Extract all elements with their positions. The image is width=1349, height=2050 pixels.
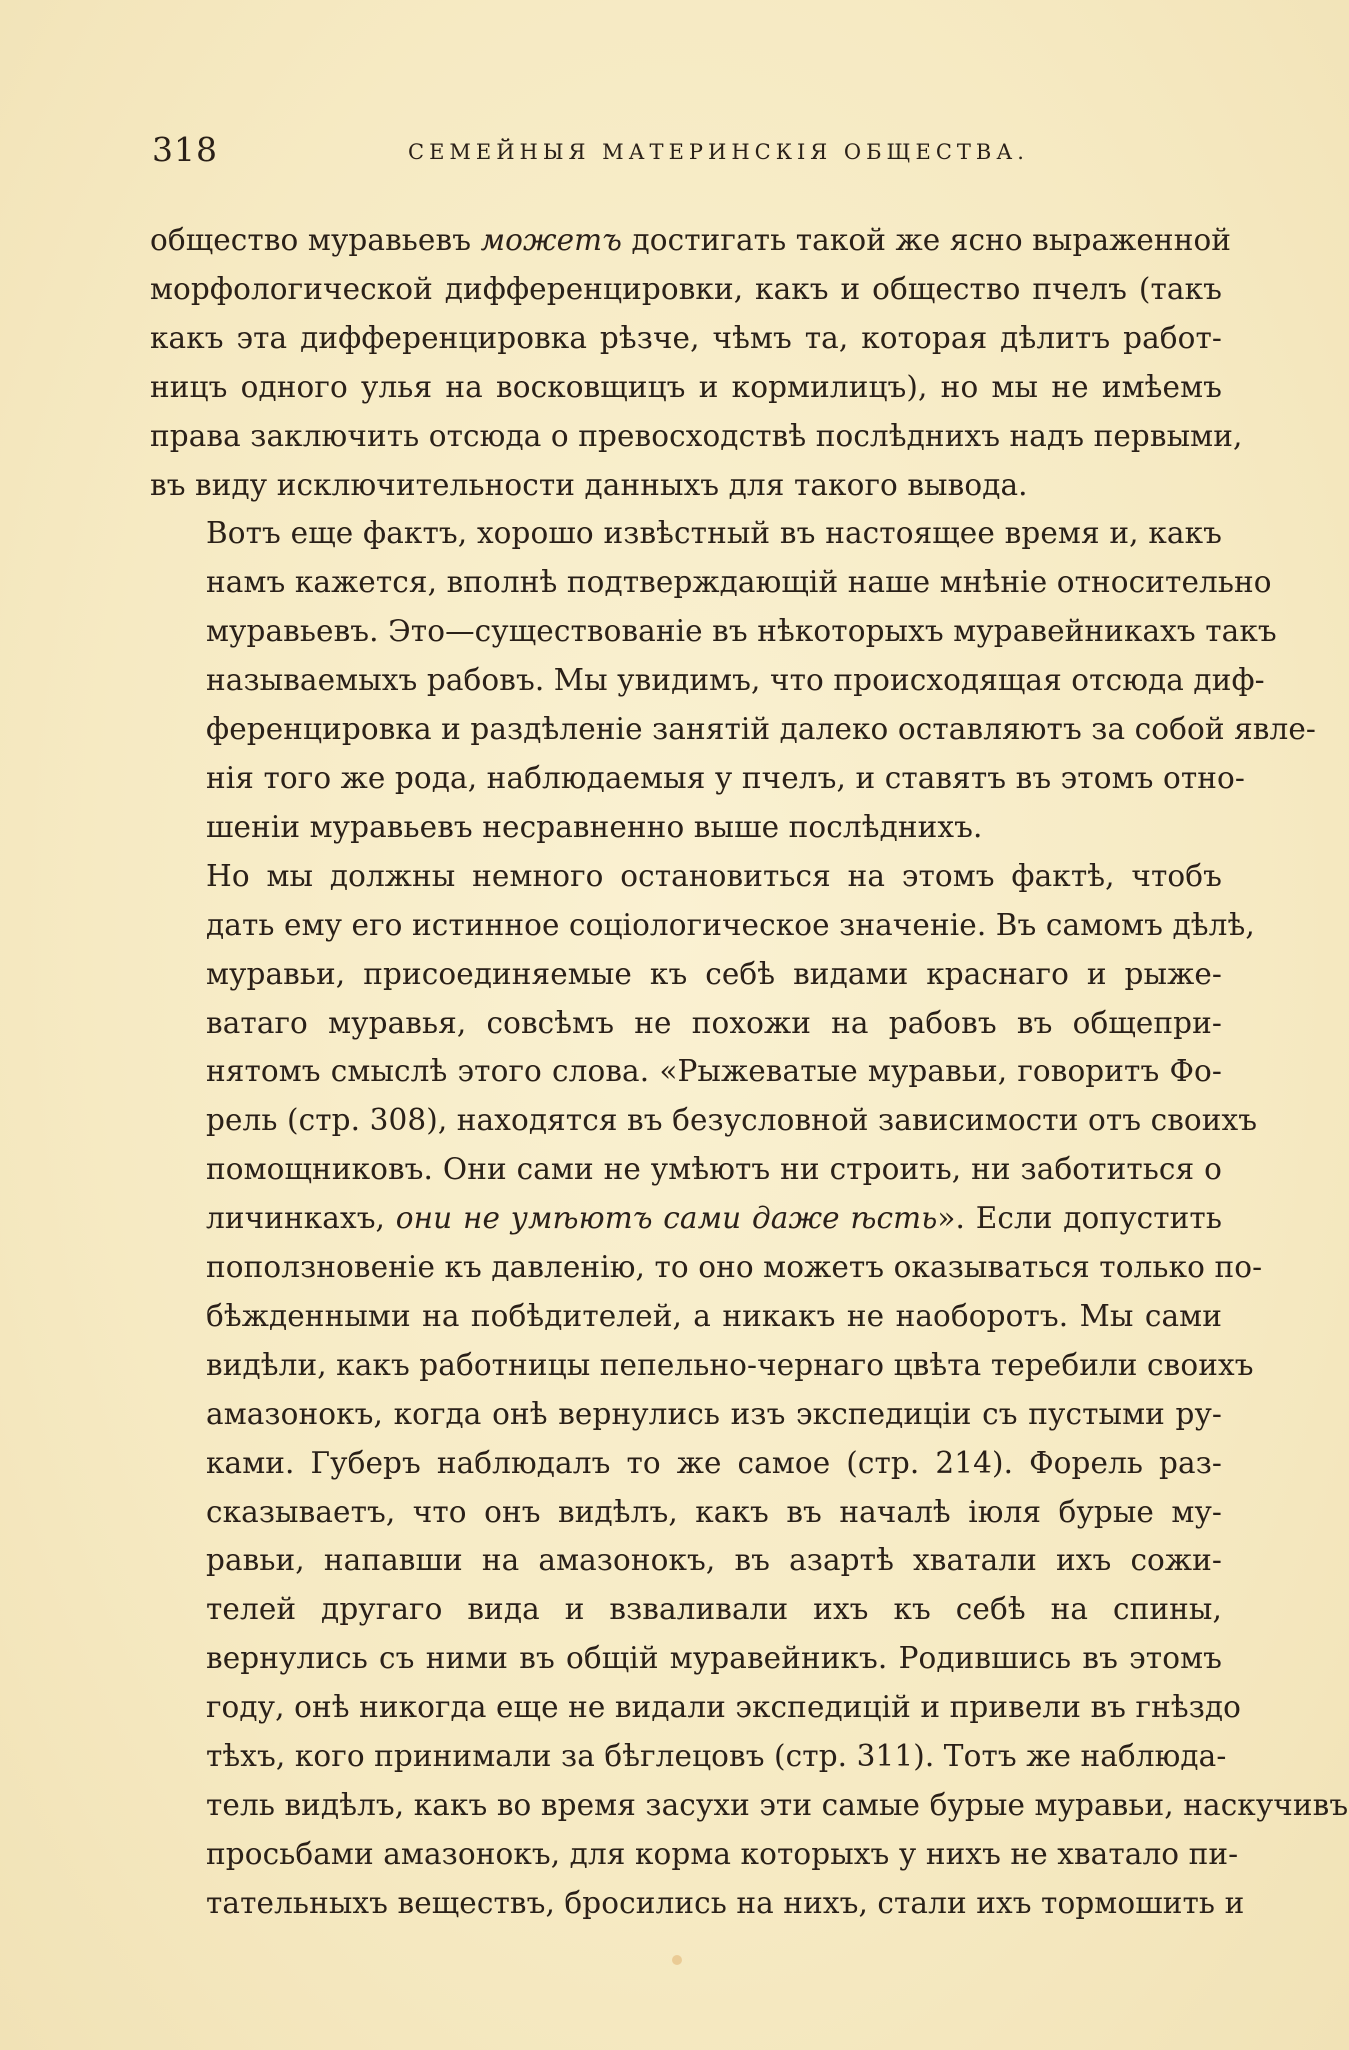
text-line xyxy=(150,852,1222,901)
text-run: тель видѣлъ, какъ во время засухи эти самые бурые муравьи, наскучивъ xyxy=(206,1788,1349,1822)
text-run: просьбами амазонокъ, для корма которыхъ у нихъ не хватало пи- xyxy=(206,1836,1239,1871)
text-run: равьи, напавши на амазонокъ, въ азартѣ хватали ихъ сожи- xyxy=(206,1543,1222,1578)
text-run: поползновеніе къ давленію, то оно можетъ оказываться только по- xyxy=(206,1250,1263,1285)
emphasis: они не умѣютъ сами даже ѣсть xyxy=(395,1201,938,1236)
paragraph xyxy=(150,852,1349,1928)
paper-stain xyxy=(672,1955,682,1965)
text-line xyxy=(150,461,1222,510)
text-line xyxy=(150,1781,1349,1830)
text-run: ». Если допустить xyxy=(937,1201,1223,1236)
text-run: общество муравьевъ xyxy=(150,223,481,257)
text-line xyxy=(150,363,1222,412)
text-run: нятомъ смыслѣ этого слова. «Рыжеватые муравьи, говоритъ Фо- xyxy=(206,1054,1222,1089)
text-line xyxy=(150,1830,1239,1879)
text-line xyxy=(150,754,1245,803)
text-line xyxy=(150,509,1222,558)
text-line xyxy=(150,1683,1242,1732)
text-run: муравьи, присоединяемые къ себѣ видами краснаго и рыже- xyxy=(206,956,1222,991)
text-run: Но мы должны немного остановиться на этомъ фактѣ, чтобъ xyxy=(206,858,1222,893)
text-line xyxy=(150,803,1222,852)
text-run: Вотъ еще фактъ, хорошо извѣстный въ настоящее время и, какъ xyxy=(206,516,1222,551)
text-line xyxy=(150,1096,1258,1145)
text-line xyxy=(150,265,1222,314)
text-line xyxy=(150,1585,1222,1634)
text-run: дать ему его истинное соціологическое значеніе. Въ самомъ дѣлѣ, xyxy=(206,907,1255,942)
text-line xyxy=(150,607,1277,656)
text-run: называемыхъ рабовъ. Мы увидимъ, что происходящая отсюда диф- xyxy=(206,663,1265,698)
running-header xyxy=(150,130,1222,180)
text-run: ницъ одного улья на восковщицъ и кормилицъ), но мы не имѣемъ xyxy=(150,369,1222,404)
text-run: шеніи муравьевъ несравненно выше послѣднихъ. xyxy=(206,809,983,844)
text-line xyxy=(150,1145,1222,1194)
text-line xyxy=(150,999,1222,1048)
text-run: тѣхъ, кого принимали за бѣглецовъ (стр. 311). Тотъ же наблюда- xyxy=(206,1739,1227,1774)
text-line xyxy=(150,1390,1222,1439)
text-run: намъ кажется, вполнѣ подтверждающій наше мнѣніе относительно xyxy=(206,565,1272,600)
text-line xyxy=(150,1047,1222,1096)
text-line xyxy=(150,1439,1222,1488)
text-line xyxy=(150,1732,1227,1781)
text-line xyxy=(150,216,1232,265)
text-run: амазонокъ, когда онѣ вернулись изъ экспедиціи съ пустыми ру- xyxy=(206,1396,1222,1431)
text-run: тательныхъ веществъ, бросились на нихъ, стали ихъ тормошить и xyxy=(206,1885,1245,1920)
text-run: бѣжденными на побѣдителей, а никакъ не наоборотъ. Мы сами xyxy=(206,1298,1222,1333)
text-line xyxy=(150,1243,1263,1292)
text-line xyxy=(150,1341,1254,1390)
page-content xyxy=(150,130,1349,1928)
text-line xyxy=(150,705,1316,754)
text-run: рель (стр. 308), находятся въ безусловной зависимости отъ своихъ xyxy=(206,1103,1258,1138)
running-title: СЕМЕЙНЫЯ МАТЕРИНСКІЯ ОБЩЕСТВА. xyxy=(408,140,1029,164)
text-line xyxy=(150,1879,1245,1928)
text-run: вернулись съ ними въ общій муравейникъ. Родившись въ этомъ xyxy=(206,1641,1222,1676)
text-run: личинкахъ, xyxy=(206,1201,396,1236)
text-line xyxy=(150,1292,1222,1341)
text-run: права заключить отсюда о превосходствѣ послѣднихъ надъ первыми, xyxy=(150,418,1243,453)
text-line xyxy=(150,1488,1222,1537)
text-run: помощниковъ. Они сами не умѣютъ ни строить, ни заботиться о xyxy=(206,1152,1222,1187)
text-line xyxy=(150,656,1265,705)
text-line xyxy=(150,1194,1222,1243)
text-line xyxy=(150,412,1243,461)
text-run: телей другаго вида и взваливали ихъ къ себѣ на спины, xyxy=(206,1592,1222,1627)
text-line xyxy=(150,950,1222,999)
text-run: какъ эта дифференцировка рѣзче, чѣмъ та, которая дѣлитъ работ- xyxy=(150,320,1222,355)
page-number: 318 xyxy=(152,130,218,169)
text-run: ференцировка и раздѣленіе занятій далеко оставляютъ за собой явле- xyxy=(206,712,1316,747)
text-run: муравьевъ. Это—существованіе въ нѣкоторыхъ муравейникахъ такъ xyxy=(206,614,1277,649)
text-run: нія того же рода, наблюдаемыя у пчелъ, и ставятъ въ этомъ отно- xyxy=(206,760,1245,795)
text-run: ватаго муравья, совсѣмъ не похожи на рабовъ въ общепри- xyxy=(206,1005,1222,1040)
paragraph xyxy=(150,216,1243,509)
text-line xyxy=(150,901,1255,950)
text-run: сказываетъ, что онъ видѣлъ, какъ въ началѣ іюля бурые му- xyxy=(206,1494,1222,1529)
text-run: видѣли, какъ работницы пепельно-чернаго цвѣта теребили своихъ xyxy=(206,1347,1254,1382)
text-line xyxy=(150,558,1272,607)
text-run: ками. Губеръ наблюдалъ то же самое (стр. 214). Форель раз- xyxy=(206,1445,1222,1480)
text-run: въ виду исключительности данныхъ для такого вывода. xyxy=(150,467,1028,502)
text-line xyxy=(150,1634,1222,1683)
text-run: морфологической дифференцировки, какъ и общество пчелъ (такъ xyxy=(150,271,1222,306)
text-run: году, онѣ никогда еще не видали экспедицій и привели въ гнѣздо xyxy=(206,1690,1242,1725)
text-line xyxy=(150,314,1222,363)
body-text xyxy=(150,216,1349,1928)
text-run: достигать такой же ясно выраженной xyxy=(622,223,1232,257)
paragraph xyxy=(150,509,1316,851)
emphasis: можетъ xyxy=(480,223,623,257)
text-line xyxy=(150,1536,1222,1585)
